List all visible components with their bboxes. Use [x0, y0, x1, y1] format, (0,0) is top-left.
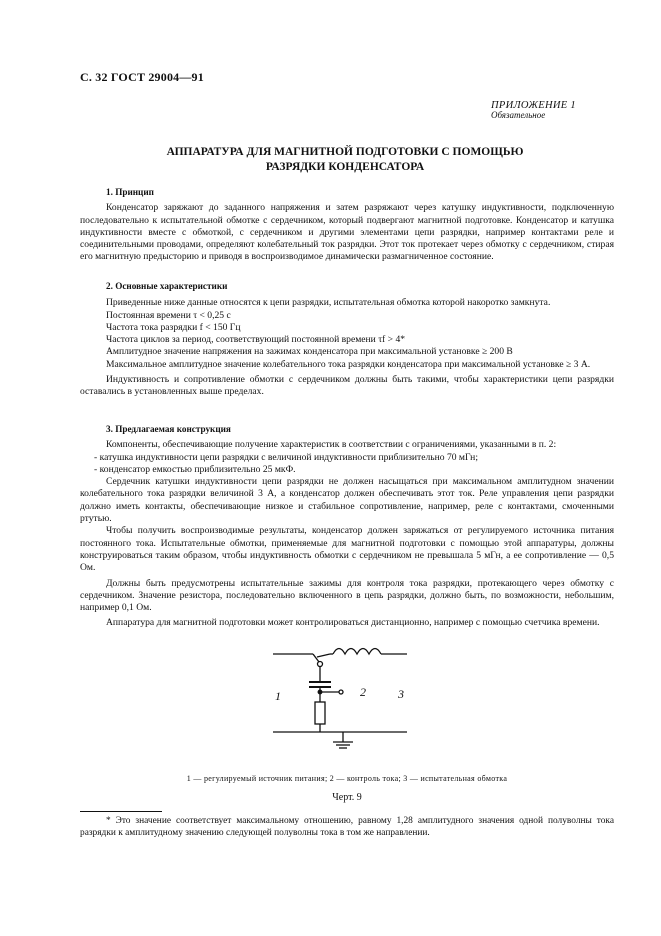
spec-line: Амплитудное значение напряжения на зажимах конденсатора при максимальной установке ≥ 200 В — [106, 346, 513, 358]
appendix-label — [491, 100, 591, 120]
appendix-status: Обязательное — [491, 110, 546, 120]
section-heading: 1. Принцип — [106, 187, 154, 197]
switch-blade — [313, 654, 319, 662]
paragraph: Аппаратура для магнитной подготовки может контролироваться дистанционно, например с помощью счетчика времени. — [106, 617, 600, 629]
page-header: С. 32 ГОСТ 29004—91 — [80, 70, 204, 84]
figure-number: Черт. 9 — [332, 792, 362, 803]
paragraph: Должны быть предусмотрены испытательные зажимы для контроля тока разрядки, протекающего через обмотку с сердечником. Значение резистора, последовательно включенного в цепь разрядки, должно быть, по возможности, небольшим, например 0,1 Ом. — [80, 577, 614, 614]
circuit-diagram — [255, 640, 425, 765]
section-construction — [80, 423, 614, 630]
resistor — [315, 702, 325, 724]
dash-item: - конденсатор емкостью приблизительно 25 мкФ. — [94, 463, 296, 475]
section-characteristics — [80, 280, 614, 399]
paragraph: Максимальное амплитудное значение колебательного тока разрядки конденсатора при максимальной установке ≥ 3 А. — [106, 358, 591, 370]
paragraph: Приведенные ниже данные относятся к цепи разрядки, испытательная обмотка которой накоротко замкнута. — [106, 297, 551, 309]
inductor — [333, 649, 381, 655]
spec-line: Частота тока разрядки f < 150 Гц — [106, 321, 241, 333]
spec-line: Частота циклов за период, соответствующий постоянной времени τf > 4* — [106, 334, 406, 346]
section-principle — [80, 186, 614, 264]
section-heading: 2. Основные характеристики — [106, 281, 228, 291]
switch-lever — [317, 654, 330, 657]
figure-caption: 1 — регулируемый источник питания; 2 — контроль тока; 3 — испытательная обмотка — [186, 774, 508, 783]
footnote: * Это значение соответствует максимальному отношению, равному 1,28 амплитудного значения одной полуволны тока разрядки к амплитудному значению следующей полуволны тока в том же направлении. — [80, 816, 614, 838]
figure-label-1: 1 — [275, 689, 281, 703]
spec-line: Постоянная времени τ < 0,25 с — [106, 309, 231, 321]
document-title — [80, 145, 610, 175]
terminal — [339, 690, 343, 694]
switch-contact — [318, 662, 323, 667]
footnote-divider — [80, 811, 162, 812]
paragraph: Чтобы получить воспроизводимые результаты, конденсатор должен заряжаться от регулируемого источника питания постоянного тока. Испытательные обмотки, применяемые для магнитной подготовки с помощью этой аппаратуры, должны конструироваться таким образом, чтобы индуктивность обмотки с сердечником не превышала 5 мГн, а ее сопротивление — 0,5 Ом. — [80, 525, 614, 574]
figure-label-3: 3 — [398, 687, 404, 701]
section-heading: 3. Предлагаемая конструкция — [106, 424, 231, 434]
paragraph: Сердечник катушки индуктивности цепи разрядки не должен насыщаться при максимальном амплитудном значении колебательного тока разрядки величиной 3 А, а конденсатор должен обеспечивать этот ток. Реле управления цепи разрядки должно иметь контакты, обеспечивающие низкое и стабильное сопротивление, например, реле с контактами, смоченными ртутью. — [80, 476, 614, 525]
appendix-number: ПРИЛОЖЕНИЕ 1 — [491, 100, 576, 111]
paragraph: Индуктивность и сопротивление обмотки с сердечником должны быть такими, чтобы характеристики цепи разрядки оставались в установленных выше пределах. — [80, 374, 614, 398]
figure-label-2: 2 — [360, 685, 366, 699]
paragraph: Конденсатор заряжают до заданного напряжения и затем разряжают через катушку индуктивности, подключенную последовательно к испытательной обмотке с сердечником, который подвергают магнитной подготовке. Конденсатор и катушка индуктивности вместе с обмоткой, с сердечником и другими элементами цепи разрядки, например контактами реле и соединительными проводами, определяют колебательный ток разрядки. Этот ток протекает через обмотку с сердечником, стирая его магнитную предысторию и приводя в воспроизводимое динамически размагниченное состояние. — [80, 202, 614, 263]
dash-item: - катушка индуктивности цепи разрядки с величиной индуктивности приблизительно 70 мГн; — [94, 451, 478, 463]
title-line-1: АППАРАТУРА ДЛЯ МАГНИТНОЙ ПОДГОТОВКИ С ПОМОЩЬЮ — [166, 146, 524, 158]
paragraph: Компоненты, обеспечивающие получение характеристик в соответствии с ограничениями, указанными в п. 2: — [106, 439, 557, 451]
title-line-2: РАЗРЯДКИ КОНДЕНСАТОРА — [265, 161, 425, 173]
